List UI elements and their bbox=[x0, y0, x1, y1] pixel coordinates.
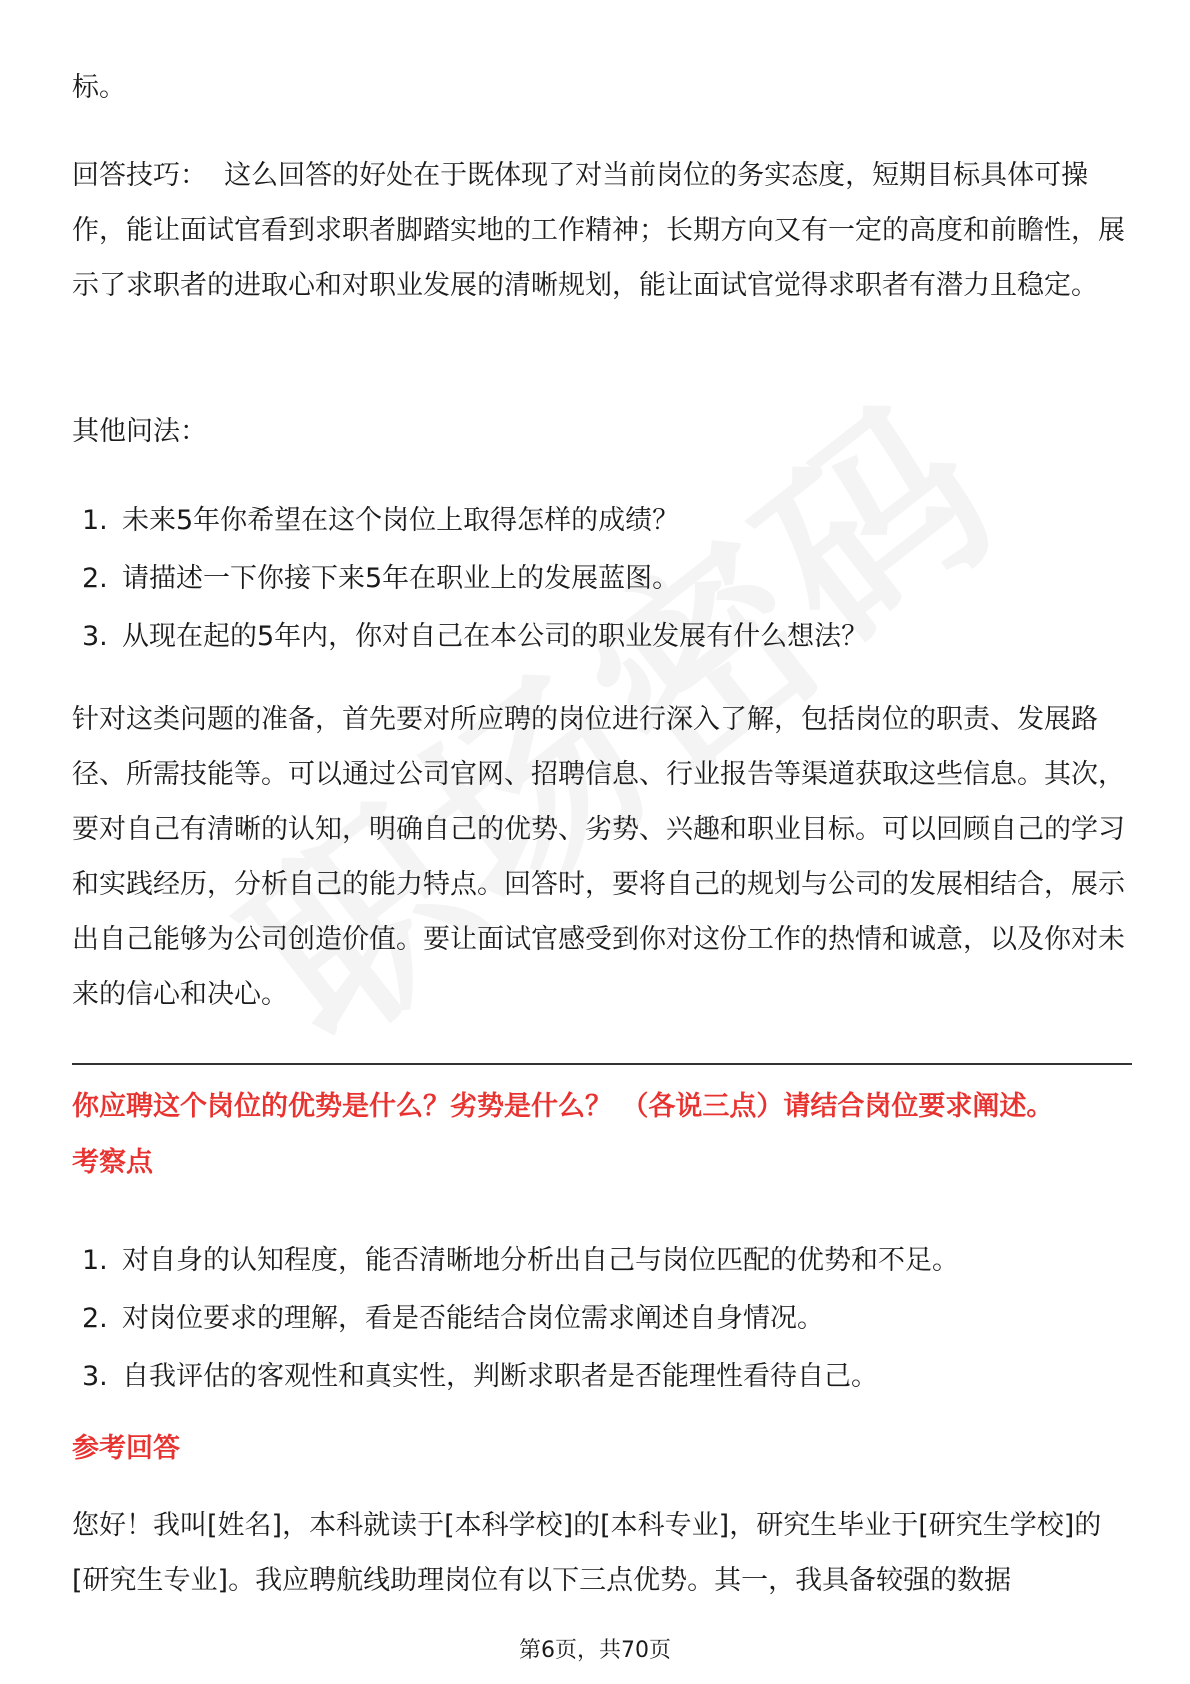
list-text: 对自身的认知程度，能否清晰地分析出自己与岗位匹配的优势和不足。 bbox=[122, 1245, 959, 1276]
list-text: 未来5年你希望在这个岗位上取得怎样的成绩？ bbox=[122, 505, 680, 536]
list-item bbox=[82, 608, 1122, 666]
list-text: 从现在起的5年内，你对自己在本公司的职业发展有什么想法？ bbox=[122, 621, 869, 652]
list-number: 3. bbox=[82, 1361, 108, 1392]
page-number: 第6页，共70页 bbox=[519, 1638, 671, 1663]
other-questions-list bbox=[82, 492, 1122, 666]
other-questions-label: 其他问法： bbox=[72, 416, 207, 447]
reference-answer: 您好！我叫[姓名]，本科就读于[本科学校]的[本科专业]，研究生毕业于[研究生学校]的[研究生专业]。我应聘航线助理岗位有以下三点优势。其一，我具备较强的数据 bbox=[72, 1510, 1102, 1596]
preparation-paragraph: 针对这类问题的准备，首先要对所应聘的岗位进行深入了解，包括岗位的职责、发展路径、所需技能等。可以通过公司官网、招聘信息、行业报告等渠道获取这些信息。其次，要对自己有清晰的认知，明确自己的优势、劣势、兴趣和职业目标。可以回顾自己的学习和实践经历，分析自己的能力特点。回答时，要将自己的规划与公司的发展相结合，展示出自己能够为公司创造价值。要让面试官感受到你对这份工作的热情和诚意，以及你对未来的信心和决心。 bbox=[72, 704, 1125, 1010]
section-divider bbox=[72, 1063, 1132, 1065]
answer-tip bbox=[72, 148, 1132, 313]
question-heading: 你应聘这个岗位的优势是什么？劣势是什么？ （各说三点）请结合岗位要求阐述。 bbox=[72, 1091, 1054, 1122]
list-number: 1. bbox=[82, 505, 108, 536]
list-item bbox=[82, 1232, 1122, 1290]
top-fragment: 标。 bbox=[72, 72, 126, 103]
list-number: 2. bbox=[82, 1303, 108, 1334]
list-item bbox=[82, 1290, 1122, 1348]
tip-label: 回答技巧： bbox=[72, 160, 207, 191]
list-number: 1. bbox=[82, 1245, 108, 1276]
list-text: 对岗位要求的理解，看是否能结合岗位需求阐述自身情况。 bbox=[122, 1303, 824, 1334]
list-item bbox=[82, 492, 1122, 550]
examine-points-list bbox=[82, 1232, 1122, 1406]
examine-heading: 考察点 bbox=[72, 1147, 153, 1178]
list-number: 2. bbox=[82, 563, 108, 594]
reference-heading: 参考回答 bbox=[72, 1433, 180, 1464]
list-text: 请描述一下你接下来5年在职业上的发展蓝图。 bbox=[122, 563, 680, 594]
list-number: 3. bbox=[82, 621, 108, 652]
list-text: 自我评估的客观性和真实性，判断求职者是否能理性看待自己。 bbox=[122, 1361, 878, 1392]
list-item bbox=[82, 550, 1122, 608]
tip-text: 这么回答的好处在于既体现了对当前岗位的务实态度，短期目标具体可操作，能让面试官看到求职者脚踏实地的工作精神；长期方向又有一定的高度和前瞻性，展示了求职者的进取心和对职业发展的清晰规划，能让面试官觉得求职者有潜力且稳定。 bbox=[72, 160, 1125, 301]
list-item bbox=[82, 1348, 1122, 1406]
